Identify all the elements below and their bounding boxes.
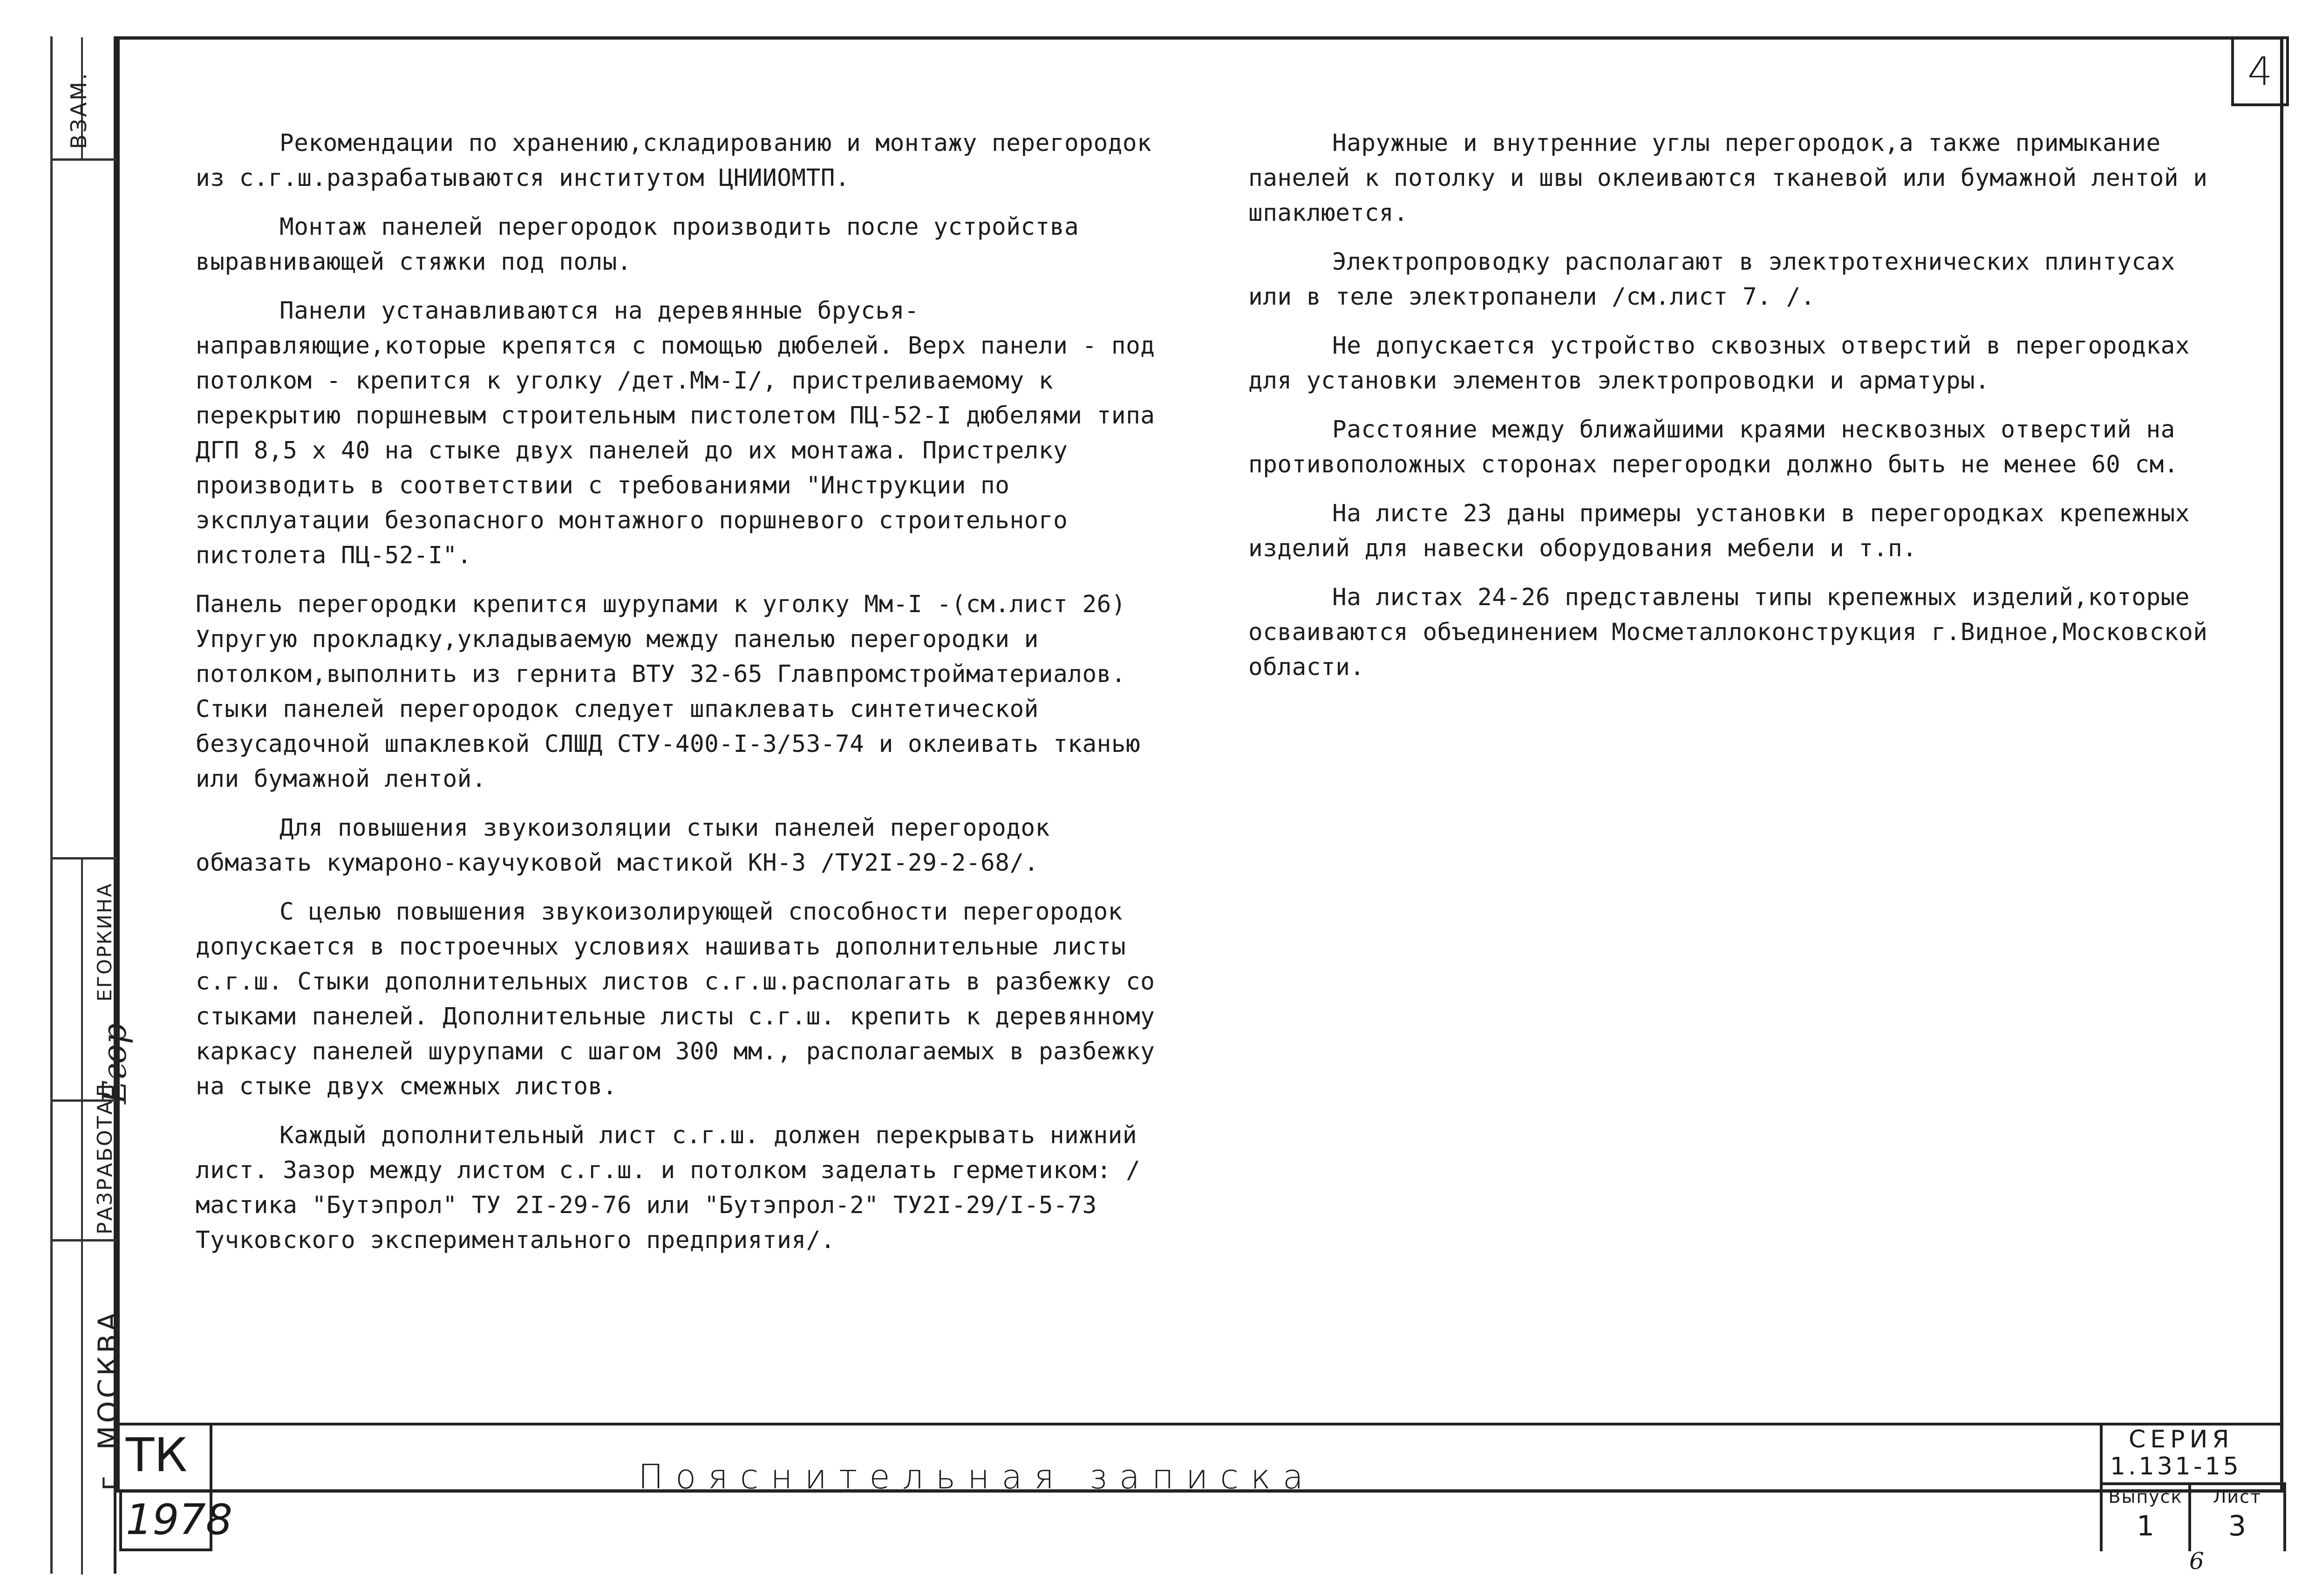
developed-label: РАЗРАБОТАЛ (93, 1082, 117, 1235)
strip-hline (50, 158, 116, 161)
document-title: Пояснительная записка (638, 1457, 1315, 1496)
vzam-label: ВЗАМ. (66, 71, 91, 149)
right-text-column (1248, 126, 2217, 699)
series-value: 1.131-15 (2110, 1453, 2241, 1480)
paragraph: Для повышения звукоизоляции стыки панелей перегородок обмазать кумароно-каучуковой мастикой КН-3 /ТУ2I-29-2-68/. (196, 814, 1050, 877)
issue-label: Выпуск (2108, 1487, 2183, 1507)
series-label: СЕРИЯ (2129, 1425, 2234, 1453)
org-code: ТК (126, 1428, 188, 1482)
paragraph: С целью повышения звукоизолирующей способности перегородок допускается в построечных условиях нашивать дополнительные листы с.г.ш. Стыки дополнительных листов с.г.ш.располагать в разбежку со стыками панелей. Дополнительные листы с.г.ш. крепить к деревянному каркасу панелей шурупами с шагом 300 мм., располагаемых в разбежку на стыке двух смежных листов. (196, 898, 1155, 1100)
strip-hline (50, 1239, 116, 1241)
paragraph: Панель перегородки крепится шурупами к уголку Мм-I -(см.лист 26) Упругую прокладку,укладываемую между панелью перегородки и потолком,выполнить из гернита ВТУ 32-65 Главпромстройматериалов. Стыки панелей перегородок следует шпаклевать синтетической безусадочной шпаклевкой СЛШД СТУ-400-I-3/53-74 и оклеивать тканью или бумажной лентой. (196, 591, 1141, 793)
paragraph: Панели устанавливаются на деревянные брусья-направляющие,которые крепятся с помощью дюбелей. Верх панели - под потолком - крепится к уголку /дет.Мм-I/, пристреливаемому к перекрытию поршневым строительным пистолетом ПЦ-52-I дюбелями типа ДГП 8,5 x 40 на стыке двух панелей до их монтажа. Пристрелку производить в соответствии с требованиями "Инструкции по эксплуатации безопасного монтажного поршневого строительного пистолета ПЦ-52-I". (196, 297, 1155, 569)
paragraph: Наружные и внутренние углы перегородок,а также примыкание панелей к потолку и швы оклеиваются тканевой или бумажной лентой и шпаклюется. (1248, 130, 2208, 227)
paragraph: Каждый дополнительный лист с.г.ш. должен перекрывать нижний лист. Зазор между листом с.г.ш. и потолком заделать герметиком: /мастика "Бутэпрол" ТУ 2I-29-76 или "Бутэпрол-2" ТУ2I-29/I-5-73 Тучковского экспериментального предприятия/. (196, 1122, 1141, 1254)
signature: Егор (95, 1023, 134, 1104)
paragraph: Монтаж панелей перегородок производить после устройства выравнивающей стяжки под полы. (196, 213, 1079, 276)
year: 1978 (126, 1495, 233, 1544)
page-footnote: 6 (2189, 1548, 2204, 1575)
strip-hline (50, 857, 116, 859)
issue-value: 1 (2136, 1510, 2155, 1542)
left-text-column (196, 126, 1174, 1272)
sheet-number-box: 4 (2231, 36, 2289, 106)
city-label: г. МОСКВА (92, 1309, 125, 1491)
paragraph: На листе 23 даны примеры установки в перегородках крепежных изделий для навески оборудования мебели и т.п. (1248, 500, 2190, 562)
strip-divider (81, 857, 83, 1575)
developer-name: ЕГОРКИНА (93, 882, 116, 1002)
sheet-value: 3 (2228, 1510, 2247, 1542)
paragraph: Электропроводку располагают в электротехнических плинтусах или в теле электропанели /см.лист 7. /. (1248, 248, 2175, 311)
paragraph: Рекомендации по хранению,складированию и монтажу перегородок из с.г.ш.разрабатываются институтом ЦНИИОМТП. (196, 130, 1152, 192)
issue-cell (2103, 1485, 2191, 1551)
sheet-cell (2191, 1485, 2286, 1551)
paragraph: Расстояние между ближайшими краями несквозных отверстий на противоположных сторонах перегородки должно быть не менее 60 см. (1248, 416, 2179, 478)
paragraph: Не допускается устройство сквозных отверстий в перегородках для установки элементов электропроводки и арматуры. (1248, 332, 2190, 395)
title-block-border (116, 1423, 2283, 1425)
sheet-label: Лист (2213, 1487, 2262, 1507)
paragraph: На листах 24-26 представлены типы крепежных изделий,которые осваиваются объединением Мосметаллоконструкция г.Видное,Московской области. (1248, 584, 2208, 681)
